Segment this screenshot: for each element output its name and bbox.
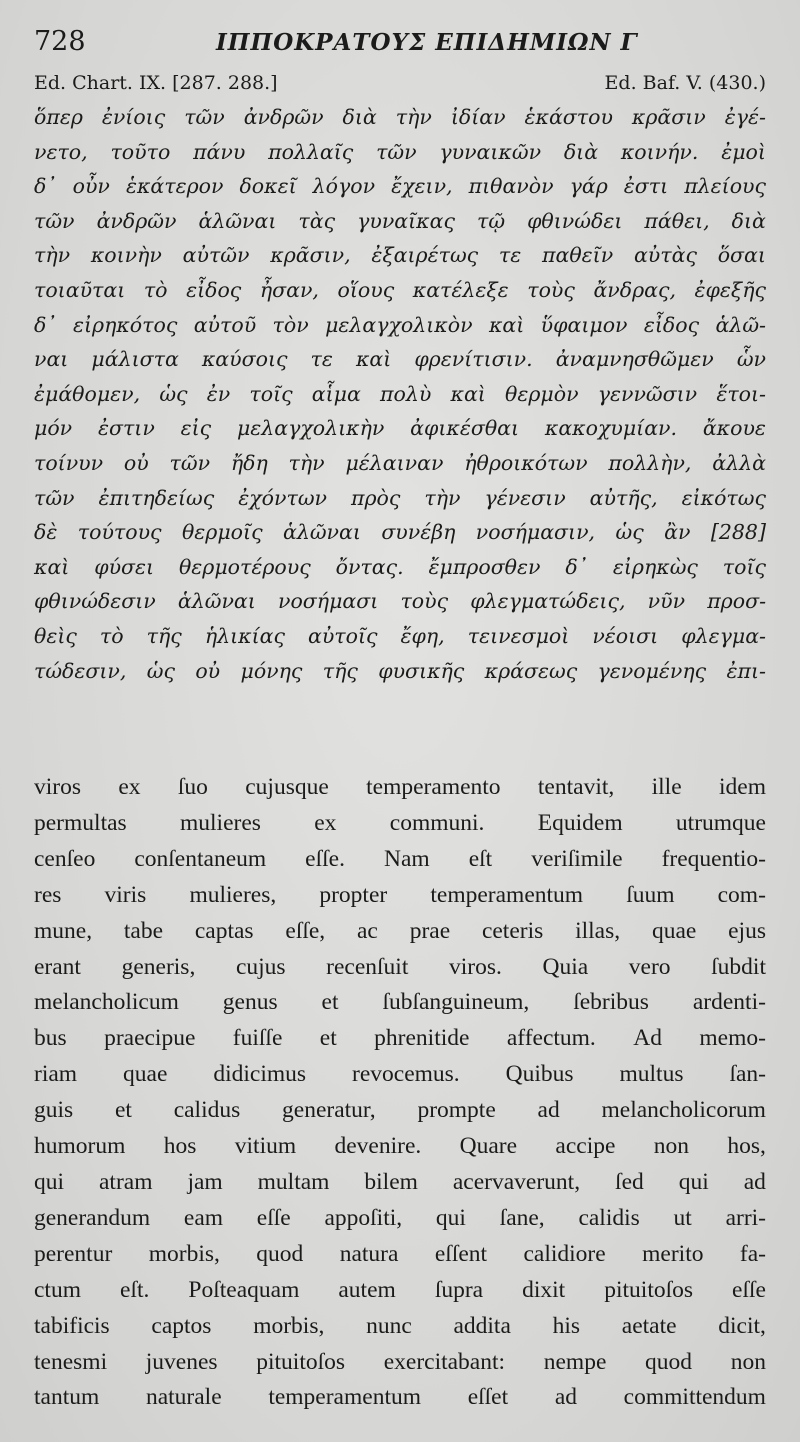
greek-text-line: νετο, τοῦτο πάνυ πολλαῖς τῶν γυναικῶν διὰ κοινήν. ἐμοὶ — [34, 139, 766, 164]
latin-text-line: ctum eſt. Poſteaquam autem ſupra dixit pituitoſos eſſe — [34, 1276, 766, 1303]
greek-text-line: δ᾽ οὖν ἑκάτερον δοκεῖ λόγον ἔχειν, πιθανὸν γάρ ἐστι πλείους — [34, 174, 766, 199]
edition-line — [34, 70, 766, 96]
latin-text-block — [34, 770, 766, 1416]
greek-text-line: τώδεσιν, ὡς οὐ μόνης τῆς φυσικῆς κράσεως γενομένης ἐπι- — [34, 658, 766, 683]
latin-text-line: cenſeo conſentaneum eſſe. Nam eſt veriſimile frequentio- — [34, 845, 766, 872]
latin-text-line: riam quae didicimus revocemus. Quibus multus ſan- — [34, 1061, 766, 1088]
latin-text-line: perentur morbis, quod natura eſſent calidiore merito fa- — [34, 1240, 766, 1267]
greek-text-line: ὅπερ ἐνίοις τῶν ἀνδρῶν διὰ τὴν ἰδίαν ἑκάστου κρᾶσιν ἐγέ- — [34, 105, 766, 129]
greek-text-line: ἐμάθομεν, ὡς ἐν τοῖς αἷμα πολὺ καὶ θερμὸν γεννῶσιν ἕτοι- — [34, 381, 766, 406]
latin-text-line: humorum hos vitium devenire. Quare accipe non hos, — [34, 1133, 766, 1160]
greek-text-line: τὴν κοινὴν αὐτῶν κρᾶσιν, ἐξαιρέτως τε παθεῖν αὐτὰς ὅσαι — [34, 243, 766, 268]
greek-text-line: φθινώδεσιν ἁλῶναι νοσήμασι τοὺς φλεγματώδεις, νῦν προσ- — [34, 589, 766, 614]
greek-text-block — [34, 100, 766, 688]
greek-text-line: τοίνυν οὐ τῶν ἤδη τὴν μέλαιναν ἠθροικότων πολλὴν, ἀλλὰ — [34, 450, 766, 475]
latin-text-line: qui atram jam multam bilem acervaverunt, ſed qui ad — [34, 1168, 766, 1195]
latin-text-line: guis et calidus generatur, prompte ad melancholicorum — [34, 1097, 766, 1124]
latin-text-line: erant generis, cujus recenſuit viros. Quia vero ſubdit — [34, 953, 766, 980]
latin-text-line: generandum eam eſſe appoſiti, qui ſane, calidis ut arri- — [34, 1204, 766, 1231]
greek-text-line: δ᾽ εἰρηκότος αὐτοῦ τὸν μελαγχολικὸν καὶ ὕφαιμον εἶδος ἁλῶ- — [34, 312, 766, 337]
greek-text-line: τῶν ἀνδρῶν ἁλῶναι τὰς γυναῖκας τῷ φθινώδει πάθει, διὰ — [34, 208, 766, 233]
running-title: ΙΠΠΟΚΡΑΤΟΥΣ ΕΠΙΔΗΜΙΩΝ Γ — [216, 29, 638, 56]
latin-text-line: tenesmi juvenes pituitoſos exercitabant: nempe quod non — [34, 1348, 766, 1375]
latin-text-line: tabificis captos morbis, nunc addita his aetate dicit, — [34, 1312, 766, 1339]
greek-text-line: θεὶς τὸ τῆς ἡλικίας αὐτοῖς ἔφη, τεινεσμοὶ νέοισι φλεγμα- — [34, 623, 766, 648]
edition-chart-reference: Ed. Chart. IX. [287. 288.] — [34, 72, 278, 94]
latin-text-line: permultas mulieres ex communi. Equidem utrumque — [34, 809, 766, 836]
latin-text-line: bus praecipue fuiſſe et phrenitide affectum. Ad memo- — [34, 1025, 766, 1052]
greek-text-line: ναι μάλιστα καύσοις τε καὶ φρενίτισιν. ἀναμνησθῶμεν ὧν — [34, 347, 766, 372]
latin-text-line: melancholicum genus et ſubſanguineum, ſebribus ardenti- — [34, 989, 766, 1016]
latin-text-line: viros ex ſuo cujusque temperamento tentavit, ille idem — [34, 774, 766, 800]
greek-text-line: καὶ φύσει θερμοτέρους ὄντας. ἔμπροσθεν δ᾽ εἰρηκὼς τοῖς — [34, 554, 766, 579]
greek-text-line: δὲ τούτους θερμοῖς ἁλῶναι συνέβη νοσήμασιν, ὡς ἂν [288] — [34, 520, 766, 545]
greek-text-line: μόν ἐστιν εἰς μελαγχολικὴν ἀφικέσθαι κακοχυμίαν. ἄκουε — [34, 416, 766, 441]
greek-text-line: τῶν ἐπιτηδείως ἐχόντων πρὸς τὴν γένεσιν αὐτῆς, εἰκότως — [34, 485, 766, 510]
page-number: 728 — [34, 26, 86, 57]
latin-text-line: tantum naturale temperamentum eſſet ad committendum — [34, 1384, 766, 1411]
running-head — [34, 26, 766, 66]
edition-basel-reference: Ed. Baf. V. (430.) — [604, 72, 766, 94]
greek-text-line: τοιαῦται τὸ εἶδος ἦσαν, οἵους κατέλεξε τοὺς ἄνδρας, ἐφεξῆς — [34, 277, 766, 302]
latin-text-line: mune, tabe captas eſſe, ac prae ceteris illas, quae ejus — [34, 917, 766, 944]
latin-text-line: res viris mulieres, propter temperamentum ſuum com- — [34, 881, 766, 908]
